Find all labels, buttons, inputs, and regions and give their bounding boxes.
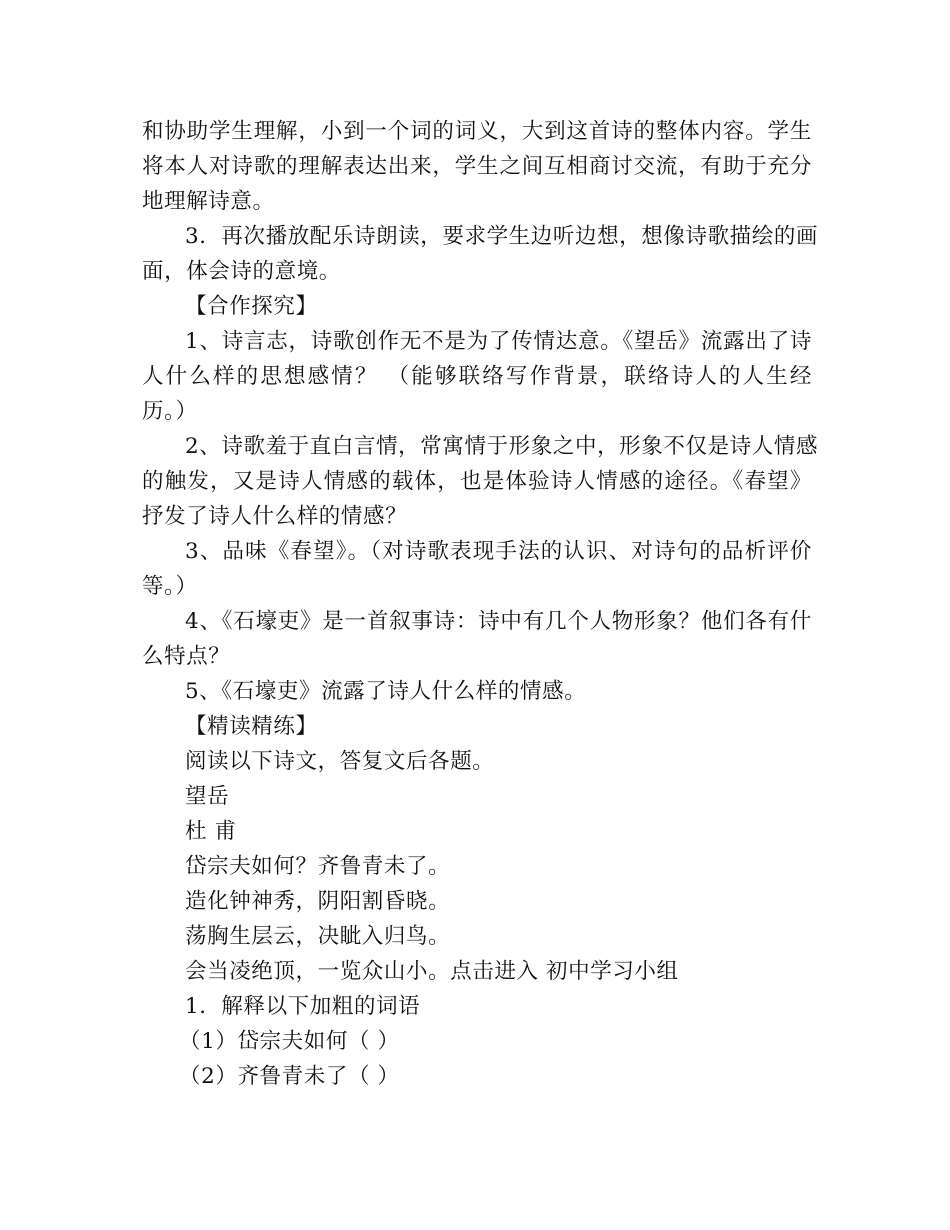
question-line: 1、诗言志，诗歌创作无不是为了传情达意。《望岳》流露出了诗 [185, 329, 812, 354]
question-line: 么特点？ [142, 644, 231, 669]
document-page [142, 114, 819, 1094]
text-line: 地理解诗意。 [142, 189, 275, 214]
section-heading-read: 【精读精练】 [185, 714, 318, 739]
instruction-line: 阅读以下诗文，答复文后各题。 [185, 749, 495, 774]
text-line: 将本人对诗歌的理解表达出来，学生之间互相商讨交流，有助于充分 [142, 154, 812, 179]
text-line: 3．再次播放配乐诗朗读，要求学生边听边想，想像诗歌描绘的画 [185, 224, 819, 249]
poem-line: 会当凌绝顶，一览众山小。点击进入 初中学习小组 [185, 959, 679, 984]
question-line: 等。） [142, 574, 198, 599]
question-line: 2、诗歌羞于直白言情，常寓情于形象之中，形象不仅是诗人情感 [185, 434, 819, 459]
question-line: 历。） [142, 399, 198, 424]
text-line: 和协助学生理解，小到一个词的词义，大到这首诗的整体内容。学生 [142, 119, 812, 144]
question-line: 3、品味《春望》。（对诗歌表现手法的认识、对诗句的品析评价 [185, 539, 812, 564]
exercise-heading: 1．解释以下加粗的词语 [185, 994, 421, 1019]
question-line: 4、《石壕吏》是一首叙事诗：诗中有几个人物形象？他们各有什 [185, 609, 812, 634]
poem-line: 荡胸生层云，决眦入归鸟。 [185, 924, 451, 949]
poem-line: 岱宗夫如何？齐鲁青未了。 [185, 854, 451, 879]
section-heading-cooperate: 【合作探究】 [185, 294, 318, 319]
question-line: 人什么样的思想感情？ （能够联络写作背景，联络诗人的人生经 [142, 364, 812, 389]
question-line: 的触发，又是诗人情感的载体，也是体验诗人情感的途径。《春望》 [142, 469, 812, 494]
poem-author: 杜 甫 [185, 819, 237, 844]
question-line: 5、《石壕吏》流露了诗人什么样的情感。 [185, 679, 587, 704]
question-line: 抒发了诗人什么样的情感？ [142, 504, 408, 529]
exercise-item: （2）齐鲁青未了（ ） [179, 1064, 400, 1089]
exercise-item: （1）岱宗夫如何（ ） [179, 1029, 400, 1054]
poem-line: 造化钟神秀，阴阳割昏晓。 [185, 889, 451, 914]
poem-title: 望岳 [185, 784, 230, 809]
text-line: 面，体会诗的意境。 [142, 259, 341, 284]
